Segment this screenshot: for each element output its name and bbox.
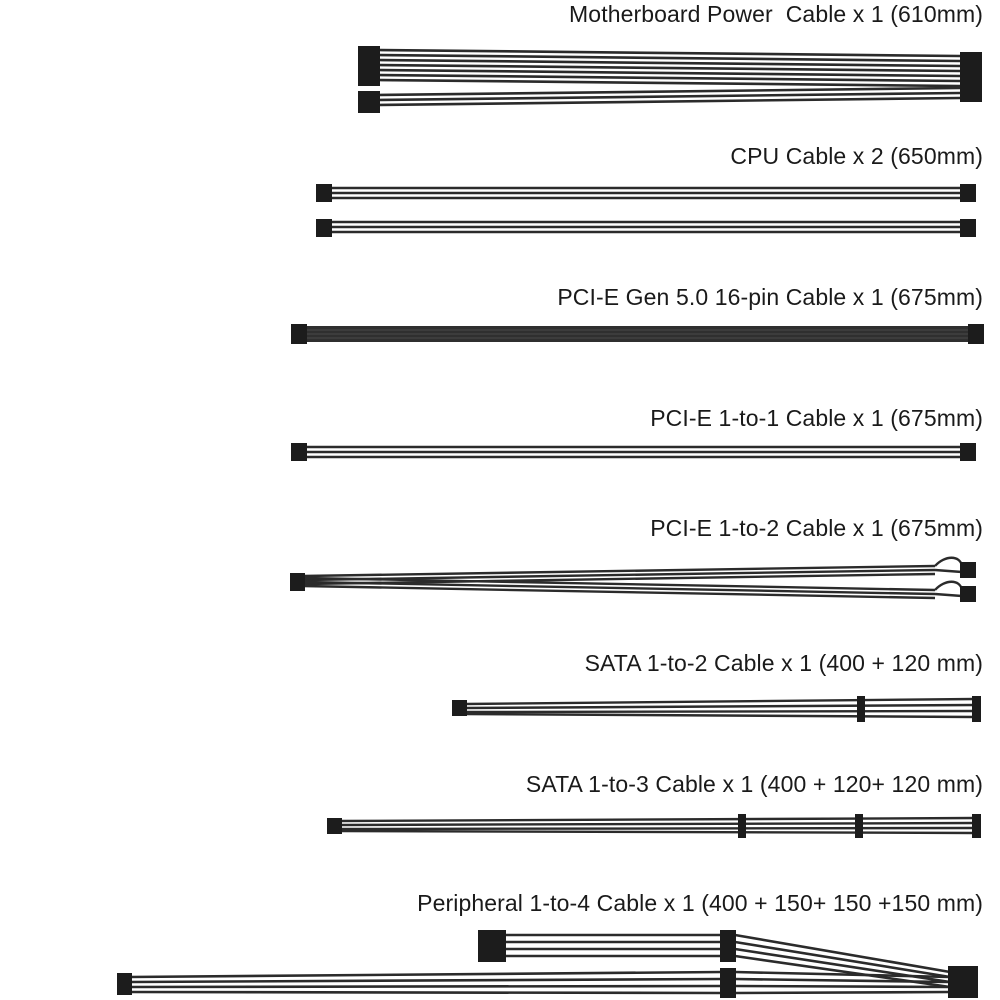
pcie-1to1-cable-image [291,443,976,461]
connector-icon [316,184,332,202]
peripheral-1to4-cable-image [117,930,978,998]
cable-label-pcie-1to2: PCI-E 1-to-2 Cable x 1 (675mm) [650,515,983,541]
connector-icon [738,814,746,838]
connector-icon [452,700,467,716]
cable-label-pcie-gen5: PCI-E Gen 5.0 16-pin Cable x 1 (675mm) [557,284,983,310]
connector-icon [358,46,380,86]
connector-icon [960,52,982,102]
connector-icon [855,814,863,838]
connector-icon [720,930,736,962]
connector-icon [316,219,332,237]
motherboard-cable-image [358,46,982,113]
connector-icon [291,324,307,344]
connector-icon [972,814,981,838]
cable-label-sata-1to3: SATA 1-to-3 Cable x 1 (400 + 120+ 120 mm) [525,771,983,797]
cpu-cable-image [316,184,976,237]
connector-icon [117,973,132,995]
sata-1to2-cable-image [452,696,981,722]
connector-icon [720,968,736,998]
connector-icon [960,219,976,237]
pcie-1to2-cable-image [290,558,976,602]
connector-icon [968,324,984,344]
connector-icon [960,562,976,578]
connector-icon [291,443,307,461]
cable-label-pcie-1to1: PCI-E 1-to-1 Cable x 1 (675mm) [650,405,983,431]
cable-label-peripheral-1to4: Peripheral 1-to-4 Cable x 1 (400 + 150+ 150 +150 mm) [417,890,983,916]
cable-label-motherboard: Motherboard Power Cable x 1 (610mm) [569,1,983,27]
sata-1to3-cable-image [327,814,981,838]
connector-icon [327,818,342,834]
connector-icon [478,930,506,962]
connector-icon [290,573,305,591]
connector-icon [948,966,978,998]
connector-icon [857,696,865,722]
connector-icon [960,443,976,461]
cable-label-sata-1to2: SATA 1-to-2 Cable x 1 (400 + 120 mm) [584,650,983,676]
connector-icon [960,184,976,202]
connector-icon [972,696,981,722]
cable-label-cpu: CPU Cable x 2 (650mm) [730,143,983,169]
connector-icon [960,586,976,602]
pcie-gen5-cable-image [291,324,984,344]
connector-icon [358,91,380,113]
